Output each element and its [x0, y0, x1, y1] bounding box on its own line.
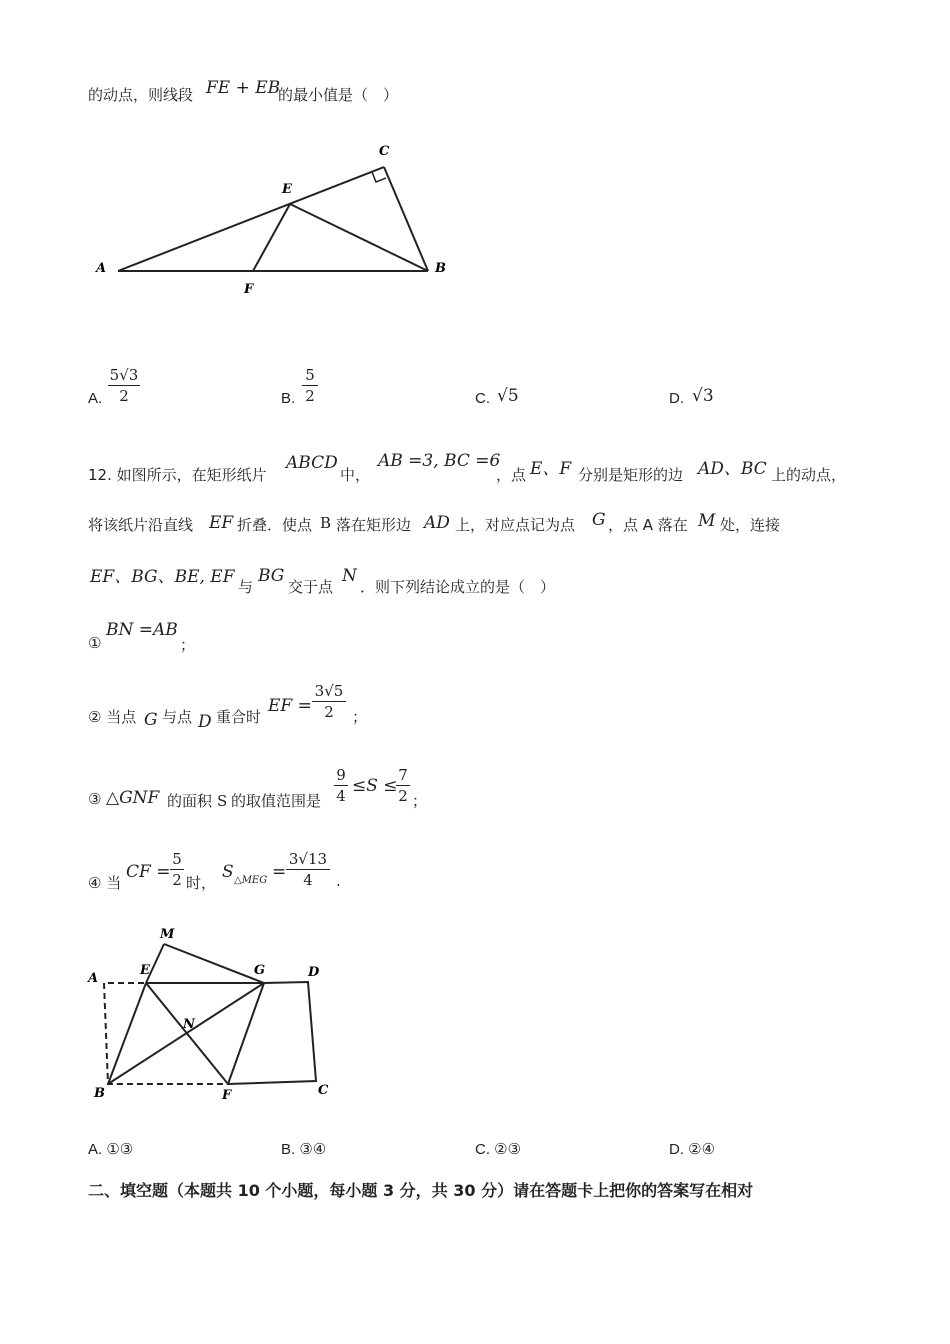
label-e: E — [282, 182, 292, 197]
q12-line2-point-m: M — [698, 511, 716, 531]
q12-statement1-end: ； — [180, 636, 196, 654]
segment-cb — [384, 167, 428, 271]
q11-option-b-fraction[interactable]: 5 2 — [302, 366, 318, 405]
q12-line2-i: ，点 A 落在 — [608, 516, 688, 534]
q12-line3-d: 交于点 — [288, 578, 334, 596]
q12-line2-d: B — [320, 514, 332, 532]
q12-statement1-marker: ① — [88, 634, 102, 652]
q12-line1-points: E、F — [530, 459, 572, 479]
q11-option-a-fraction[interactable]: 5√3 2 — [109, 366, 139, 405]
label-n: N — [183, 1017, 195, 1032]
label-f: F — [244, 282, 254, 297]
q11-stem-suffix: 的最小值是（ ） — [278, 86, 399, 104]
q12-line2-ad: AD — [424, 513, 450, 533]
q11-option-d-label[interactable]: D. — [669, 390, 684, 407]
segment-ef — [253, 204, 290, 271]
label-a: A — [88, 971, 99, 986]
q12-line1-i: 上的动点， — [771, 466, 847, 484]
label-b: B — [94, 1086, 105, 1101]
q12-line1-g: 分别是矩形的边 — [578, 466, 684, 484]
q12-statement2-a: ② 当点 — [88, 708, 137, 726]
q12-line3-segments: EF、BG、BE, EF — [90, 567, 235, 587]
q12-line1-sides: AD、BC — [698, 459, 767, 479]
segment-mg — [164, 944, 264, 983]
q12-statement3-lower-fraction: 9 4 — [334, 766, 348, 805]
q12-statement2-end: ； — [352, 708, 368, 726]
q12-line1-a: 12. 如图所示，在矩形纸片 — [88, 466, 267, 484]
q12-line1-c: 中， — [340, 466, 371, 484]
q11-stem: 的动点，则线段 — [88, 86, 194, 104]
q11-option-a-label[interactable]: A. — [88, 390, 103, 407]
q12-line3-n: N — [342, 566, 357, 586]
q12-statement4-a: ④ 当 — [88, 874, 122, 892]
q12-statement2-g: G — [144, 710, 158, 730]
q11-option-c-value[interactable]: √5 — [497, 386, 519, 406]
q12-statement3-e: 的取值范围是 — [231, 792, 322, 810]
label-a: A — [96, 261, 107, 276]
q12-statement4-subscript: △MEG — [234, 875, 268, 886]
q12-statement3-s: S — [217, 792, 228, 810]
label-c: C — [318, 1083, 329, 1098]
q12-line2-e: 落在矩形边 — [336, 516, 412, 534]
q12-statement2-d: D — [198, 712, 212, 732]
section2-heading: 二、填空题（本题共 10 个小题，每小题 3 分，共 30 分）请在答题卡上把你的答案写在相对 — [88, 1181, 754, 1200]
q12-line2-ef: EF — [209, 513, 234, 533]
q12-option-c[interactable]: C. ②③ — [475, 1141, 522, 1158]
label-e: E — [140, 963, 150, 978]
q12-statement2-c: 与点 — [162, 708, 193, 726]
q12-line2-a: 将该纸片沿直线 — [88, 516, 194, 534]
q12-line1-rect: ABCD — [286, 453, 338, 473]
q12-option-a[interactable]: A. ①③ — [88, 1141, 134, 1158]
q12-line2-g: 上，对应点记为点 — [455, 516, 576, 534]
q12-line3-f: ．则下列结论成立的是（ ） — [360, 578, 556, 596]
q11-option-b-label[interactable]: B. — [281, 390, 296, 407]
q12-line1-e: ，点 — [496, 466, 527, 484]
label-d: D — [308, 965, 320, 980]
q11-option-c-label[interactable]: C. — [475, 390, 490, 407]
q12-statement3-upper-fraction: 7 2 — [396, 766, 410, 805]
q12-statement4-equals: = — [272, 862, 287, 882]
q12-statement2-fraction: 3√5 2 — [312, 682, 346, 721]
q12-statement3-end: ； — [412, 792, 428, 810]
label-c: C — [379, 144, 390, 159]
q12-statement1-expr: BN =AB — [106, 620, 178, 640]
q12-statement3-marker: ③ — [88, 790, 102, 808]
segment-be — [108, 983, 146, 1084]
q12-statement4-end: . — [336, 872, 341, 890]
q12-statement4-area-fraction: 3√13 4 — [286, 850, 330, 889]
segment-gf — [228, 983, 264, 1084]
label-m: M — [160, 927, 175, 942]
q12-statement3-triangle: △GNF — [106, 788, 160, 808]
q12-statement4-c: 时， — [186, 874, 217, 892]
segment-ac — [118, 167, 384, 271]
segment-ef — [146, 983, 228, 1084]
label-b: B — [435, 261, 446, 276]
q12-line3-b: 与 — [238, 578, 254, 596]
q12-folding-figure — [86, 924, 346, 1114]
q11-triangle-figure — [88, 135, 468, 305]
label-g: G — [254, 963, 266, 978]
q12-line3-bg: BG — [258, 566, 285, 586]
label-f: F — [222, 1088, 232, 1103]
q12-statement4-cf: CF = — [126, 862, 171, 882]
q12-option-d[interactable]: D. ②④ — [669, 1141, 716, 1158]
q12-option-b[interactable]: B. ③④ — [281, 1141, 327, 1158]
q12-statement2-ef: EF = — [268, 696, 312, 716]
q12-line1-lengths: AB =3, BC =6 — [378, 451, 501, 471]
q12-statement4-cf-fraction: 5 2 — [170, 850, 184, 889]
right-angle-mark — [372, 172, 386, 182]
q12-line2-c: 折叠．使点 — [237, 516, 313, 534]
q12-line2-point-g: G — [592, 510, 606, 530]
q12-line2-k: 处，连接 — [720, 516, 781, 534]
q12-statement3-inequality: ≤S ≤ — [352, 776, 398, 796]
segment-eb — [290, 204, 428, 271]
q12-statement2-e: 重合时 — [216, 708, 262, 726]
q11-option-d-value[interactable]: √3 — [692, 386, 714, 406]
q12-statement4-s: S — [222, 862, 234, 882]
q11-expression: FE + EB — [206, 78, 281, 98]
q12-statement3-c: 的面积 — [167, 792, 213, 810]
